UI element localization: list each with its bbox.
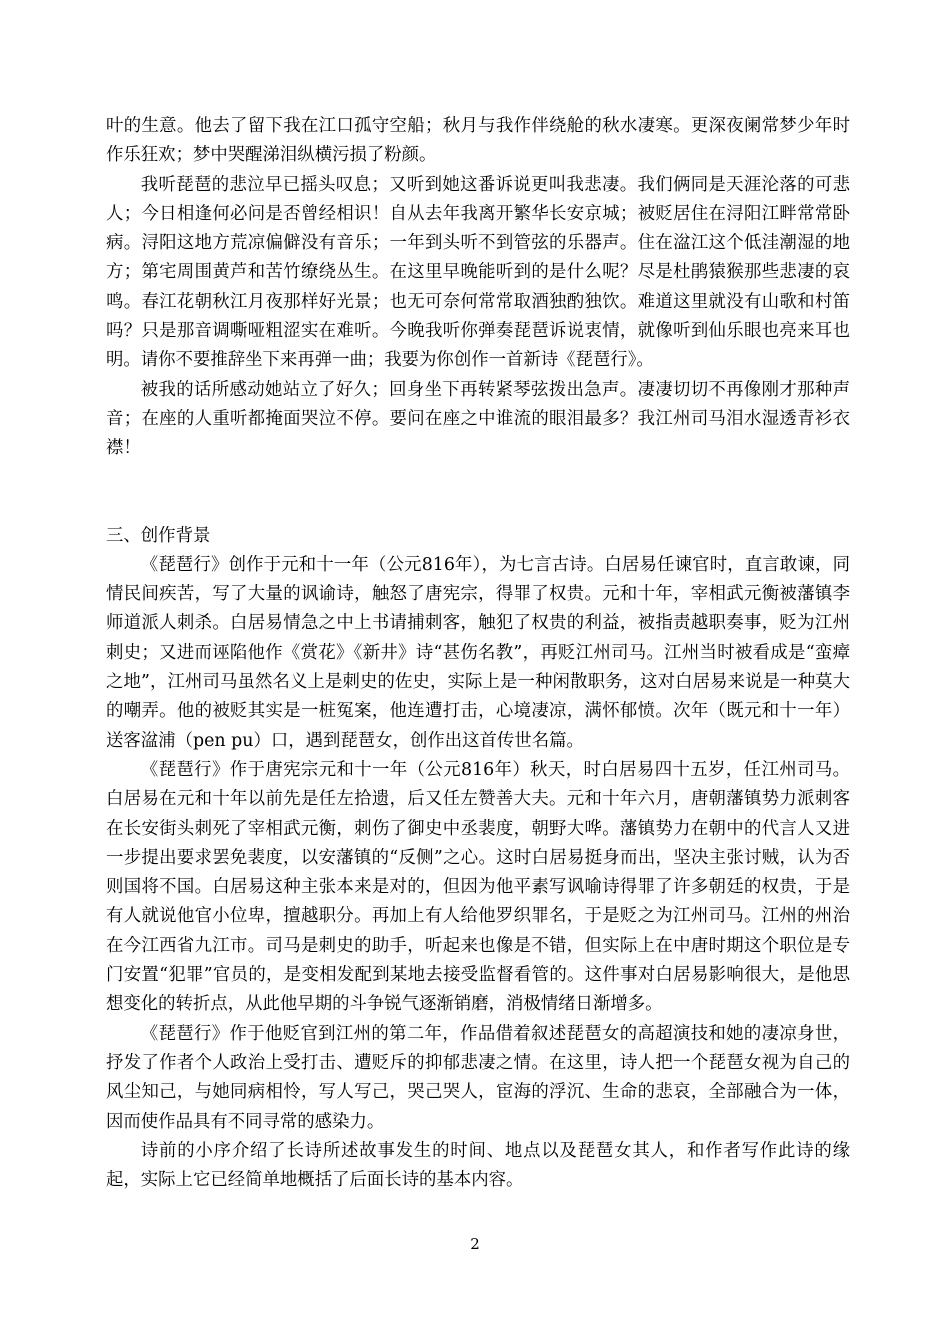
document-page <box>106 112 850 1195</box>
translation-continuation: 叶的生意。他去了留下我在江口孤守空船；秋月与我作伴绕舱的秋水凄寒。更深夜阑常梦少年时作乐狂欢；梦中哭醒涕泪纵横污损了粉颜。 <box>106 116 850 166</box>
background-paragraph-2: 《琵琶行》作于唐宪宗元和十一年（公元816年）秋天，时白居易四十五岁，任江州司马。白居易在元和十年以前先是任左拾遗，后又任左赞善大夫。元和十年六月，唐朝藩镇势力派刺客在长安街头刺死了宰相武元衡，刺伤了御史中丞裴度，朝野大哗。藩镇势力在朝中的代言人又进一步提出要求罢免裴度，以安藩镇的“反侧”之心。这时白居易挺身而出，坚决主张讨贼，认为否则国将不国。白居易这种主张本来是对的，但因为他平素写讽喻诗得罪了许多朝廷的权贵，于是有人就说他官小位卑，擅越职分。再加上有人给他罗织罪名，于是贬之为江州司马。江州的州治在今江西省九江市。司马是刺史的助手，听起来也像是不错，但实际上在中唐时期这个职位是专门安置“犯罪”官员的，是变相发配到某地去接受监督看管的。这件事对白居易影响很大，是他思想变化的转折点，从此他早期的斗争锐气逐渐销磨，消极情绪日渐增多。 <box>106 759 850 1015</box>
translation-paragraph-2: 我听琵琶的悲泣早已摇头叹息；又听到她这番诉说更叫我悲凄。我们俩同是天涯沦落的可悲人；今日相逢何必问是否曾经相识！自从去年我离开繁华长安京城；被贬居住在浔阳江畔常常卧病。浔阳这地方荒凉偏僻没有音乐；一年到头听不到管弦的乐器声。住在湓江这个低洼潮湿的地方；第宅周围黄芦和苦竹缭绕丛生。在这里早晚能听到的是什么呢？尽是杜鹃猿猴那些悲凄的哀鸣。春江花朝秋江月夜那样好光景；也无可奈何常常取酒独酌独饮。难道这里就没有山歌和村笛吗？只是那音调嘶哑粗涩实在难听。今晚我听你弹奏琵琶诉说衷情，就像听到仙乐眼也亮来耳也明。请你不要推辞坐下来再弹一曲；我要为你创作一首新诗《琵琶行》。 <box>106 174 850 371</box>
background-paragraph-4: 诗前的小序介绍了长诗所述故事发生的时间、地点以及琵琶女其人，和作者写作此诗的缘起，实际上它已经简单地概括了后面长诗的基本内容。 <box>106 1140 850 1191</box>
background-paragraph-3: 《琵琶行》作于他贬官到江州的第二年，作品借着叙述琵琶女的高超演技和她的凄凉身世，抒发了作者个人政治上受打击、遭贬斥的抑郁悲凄之情。在这里，诗人把一个琵琶女视为自己的风尘知己，与她同病相怜，写人写己，哭己哭人，宦海的浮沉、生命的悲哀，全部融合为一体，因而使作品具有不同寻常的感染力。 <box>106 1023 850 1132</box>
section-heading-background: 三、创作背景 <box>106 525 211 546</box>
section-spacer <box>106 464 850 522</box>
background-paragraph-1: 《琵琶行》创作于元和十一年（公元816年），为七言古诗。白居易任谏官时，直言敢谏，同情民间疾苦，写了大量的讽谕诗，触怒了唐宪宗，得罪了权贵。元和十年，宰相武元衡被藩镇李师道派人刺杀。白居易情急之中上书请捕刺客，触犯了权贵的利益，被指责越职奏事，贬为江州刺史；又进而诬陷他作《赏花》《新井》诗“甚伤名教”，再贬江州司马。江州当时被看成是“蛮瘴之地”，江州司马虽然名义上是刺史的佐史，实际上是一种闲散职务，这对白居易来说是一种莫大的嘲弄。他的被贬其实是一桩冤案，他连遭打击，心境凄凉，满怀郁愤。次年（既元和十一年）送客湓浦（pen pu）口，遇到琵琶女，创作出这首传世名篇。 <box>106 554 850 751</box>
page-number: 2 <box>470 1235 480 1253</box>
translation-paragraph-3: 被我的话所感动她站立了好久；回身坐下再转紧琴弦拨出急声。凄凄切切不再像刚才那种声音；在座的人重听都掩面哭泣不停。要问在座之中谁流的眼泪最多？我江州司马泪水湿透青衫衣襟！ <box>106 379 850 459</box>
